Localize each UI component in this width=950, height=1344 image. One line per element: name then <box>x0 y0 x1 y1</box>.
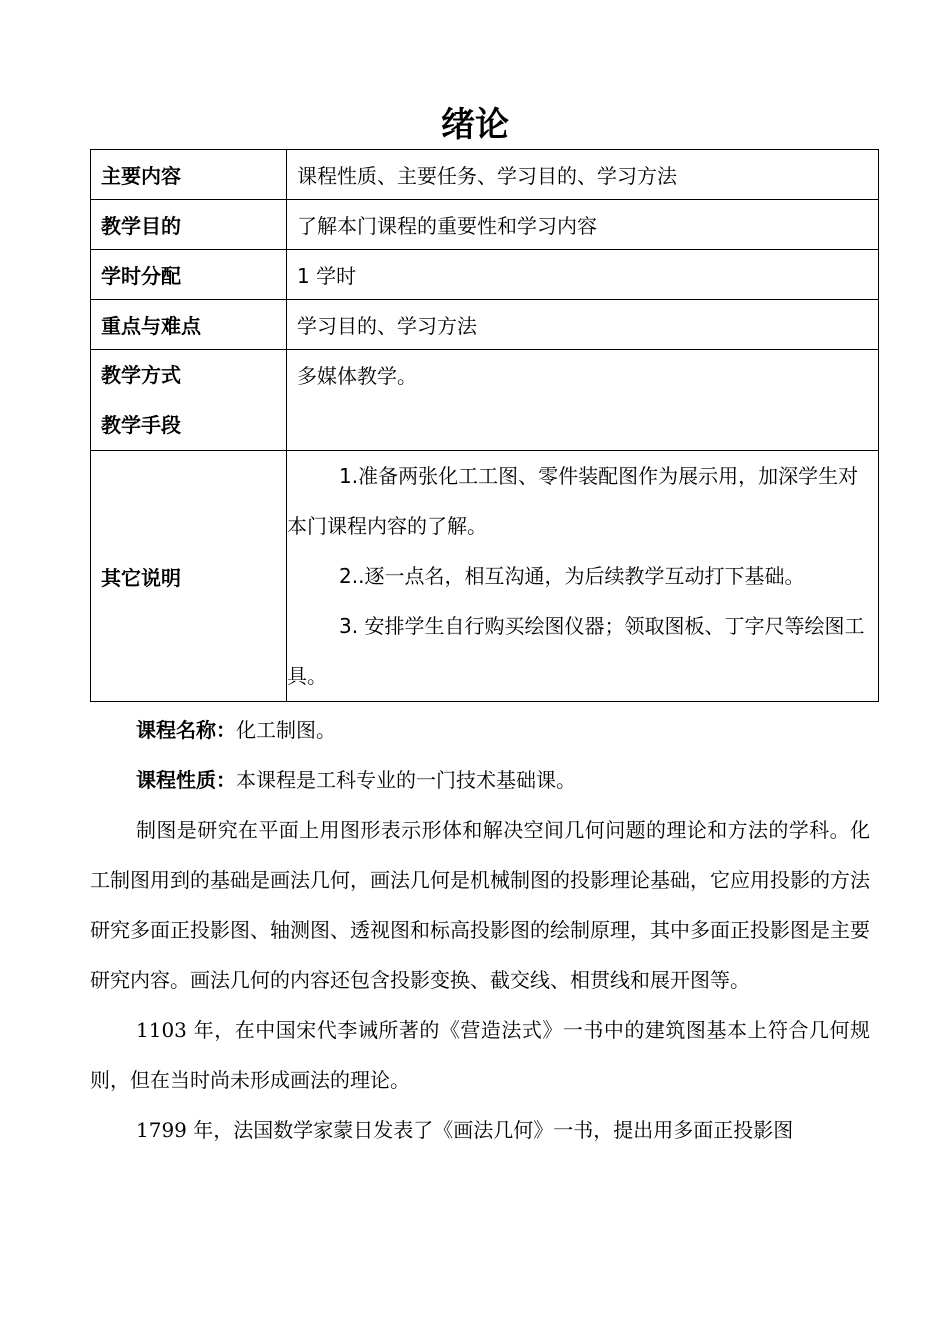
table-row <box>91 200 879 250</box>
course-nature-value: 本课程是工科专业的一门技术基础课。 <box>236 768 576 792</box>
main-content-value: 课程性质、主要任务、学习目的、学习方法 <box>287 150 879 200</box>
table-row <box>91 150 879 200</box>
hours-value: 1 学时 <box>287 250 879 300</box>
paragraph-2: 1103 年，在中国宋代李诫所著的《营造法式》一书中的建筑图基本上符合几何规则，但在当时尚未形成画法的理论。 <box>90 1018 870 1092</box>
course-name-line <box>90 705 870 755</box>
table-row <box>91 350 879 451</box>
course-name-value: 化工制图。 <box>236 718 336 742</box>
teaching-method-label-line-1: 教学方式 <box>101 363 181 387</box>
other-note-2: 2..逐一点名，相互沟通，为后续教学互动打下基础。 <box>339 564 805 588</box>
other-note-3: 3. 安排学生自行购买绘图仪器；领取图板、丁字尺等绘图工具。 <box>287 614 865 688</box>
table-row <box>91 451 879 702</box>
key-points-label: 重点与难点 <box>91 300 287 350</box>
paragraph-3: 1799 年，法国数学家蒙日发表了《画法几何》一书，提出用多面正投影图 <box>136 1118 794 1142</box>
page-title: 绪论 <box>441 105 509 145</box>
teaching-method-label-line-2: 教学手段 <box>101 413 181 437</box>
other-notes-label: 其它说明 <box>91 451 287 702</box>
paragraph-1: 制图是研究在平面上用图形表示形体和解决空间几何问题的理论和方法的学科。化工制图用到的基础是画法几何，画法几何是机械制图的投影理论基础，它应用投影的方法研究多面正投影图、轴测图、透视图和标高投影图的绘制原理，其中多面正投影图是主要研究内容。画法几何的内容还包含投影变换、截交线、相贯线和展开图等。 <box>90 818 870 992</box>
goal-label: 教学目的 <box>91 200 287 250</box>
course-nature-line <box>90 755 870 805</box>
teaching-method-label <box>91 350 287 451</box>
teaching-method-value: 多媒体教学。 <box>287 350 879 451</box>
course-name-label: 课程名称： <box>136 718 236 742</box>
table-row <box>91 250 879 300</box>
body-text <box>90 705 870 1155</box>
hours-label: 学时分配 <box>91 250 287 300</box>
main-content-label: 主要内容 <box>91 150 287 200</box>
course-nature-label: 课程性质： <box>136 768 236 792</box>
key-points-value: 学习目的、学习方法 <box>287 300 879 350</box>
table-row <box>91 300 879 350</box>
goal-value: 了解本门课程的重要性和学习内容 <box>287 200 879 250</box>
other-notes-value <box>287 451 879 702</box>
course-info-table <box>90 149 879 702</box>
other-note-1: 1.准备两张化工工图、零件装配图作为展示用，加深学生对本门课程内容的了解。 <box>287 464 859 538</box>
